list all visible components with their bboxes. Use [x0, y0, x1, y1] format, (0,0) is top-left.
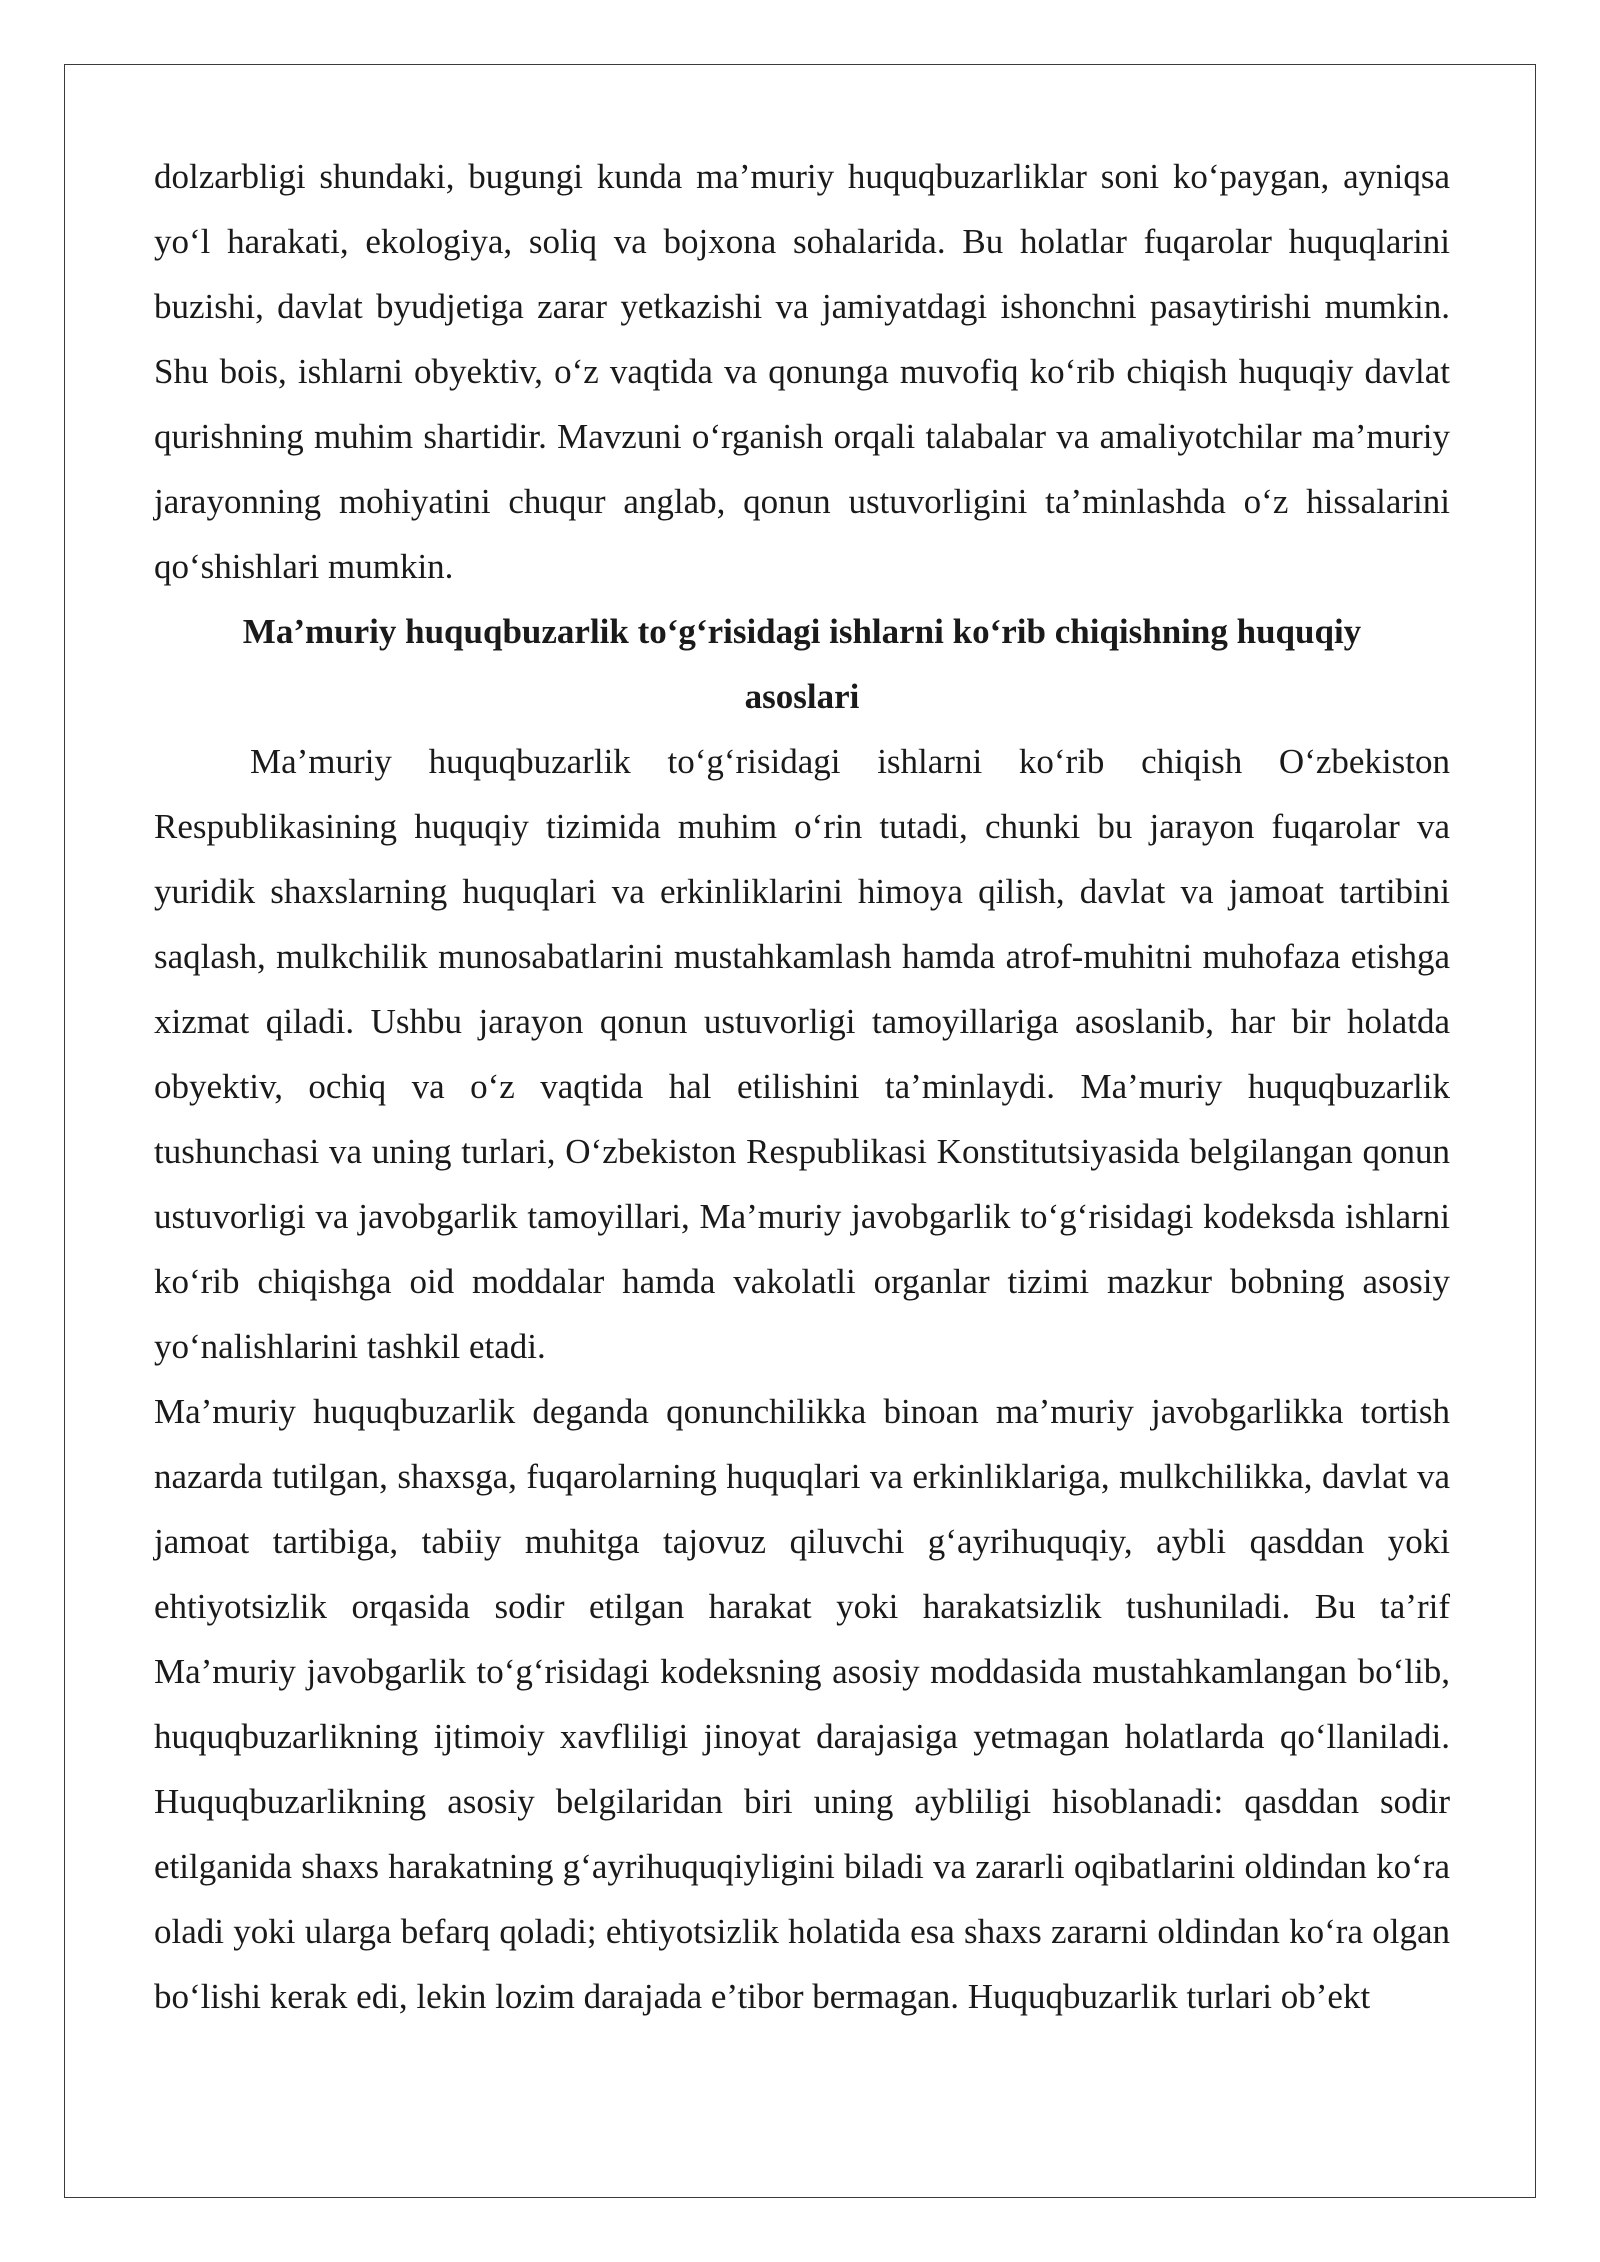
document-body	[154, 144, 1450, 2029]
paragraph-relevance: dolzarbligi shundaki, bugungi kunda ma’muriy huquqbuzarliklar soni ko‘paygan, ayniqsa yo‘l harakati, ekologiya, soliq va bojxona sohalarida. Bu holatlar fuqarolar huquqlarini buzishi, davlat byudjetiga zarar yetkazishi va jamiyatdagi ishonchni pasaytirishi mumkin. Shu bois, ishlarni obyektiv, o‘z vaqtida va qonunga muvofiq ko‘rib chiqish huquqiy davlat qurishning muhim shartidir. Mavzuni o‘rganish orqali talabalar va amaliyotchilar ma’muriy jarayonning mohiyatini chuqur anglab, qonun ustuvorligini ta’minlashda o‘z hissalarini qo‘shishlari mumkin.	[154, 157, 1450, 586]
section-heading: Ma’muriy huquqbuzarlik to‘g‘risidagi ishlarni ko‘rib chiqishning huquqiy asoslari	[242, 612, 1362, 716]
paragraph-definition: Ma’muriy huquqbuzarlik deganda qonunchilikka binoan ma’muriy javobgarlikka tortish nazarda tutilgan, shaxsga, fuqarolarning huquqlari va erkinliklariga, mulkchilikka, davlat va jamoat tartibiga, tabiiy muhitga tajovuz qiluvchi g‘ayrihuquqiy, aybli qasddan yoki ehtiyotsizlik orqasida sodir etilgan harakat yoki harakatsizlik tushuniladi. Bu ta’rif Ma’muriy javobgarlik to‘g‘risidagi kodeksning asosiy moddasida mustahkamlangan bo‘lib, huquqbuzarlikning ijtimoiy xavfliligi jinoyat darajasiga yetmagan holatlarda qo‘llaniladi. Huquqbuzarlikning asosiy belgilaridan biri uning aybliligi hisoblanadi: qasddan sodir etilganida shaxs harakatning g‘ayrihuquqiyligini biladi va zararli oqibatlarini oldindan ko‘ra oladi yoki ularga befarq qoladi; ehtiyotsizlik holatida esa shaxs zararni oldindan ko‘ra olgan bo‘lishi kerak edi, lekin lozim darajada e’tibor bermagan. Huquqbuzarlik turlari ob’ekt	[154, 1392, 1450, 2016]
paragraph-legal-basis: Ma’muriy huquqbuzarlik to‘g‘risidagi ishlarni ko‘rib chiqish O‘zbekiston Respublikasining huquqiy tizimida muhim o‘rin tutadi, chunki bu jarayon fuqarolar va yuridik shaxslarning huquqlari va erkinliklarini himoya qilish, davlat va jamoat tartibini saqlash, mulkchilik munosabatlarini mustahkamlash hamda atrof-muhitni muhofaza etishga xizmat qiladi. Ushbu jarayon qonun ustuvorligi tamoyillariga asoslanib, har bir holatda obyektiv, ochiq va o‘z vaqtida hal etilishini ta’minlaydi. Ma’muriy huquqbuzarlik tushunchasi va uning turlari, O‘zbekiston Respublikasi Konstitutsiyasida belgilangan qonun ustuvorligi va javobgarlik tamoyillari, Ma’muriy javobgarlik to‘g‘risidagi kodeksda ishlarni ko‘rib chiqishga oid moddalar hamda vakolatli organlar tizimi mazkur bobning asosiy yo‘nalishlarini tashkil etadi.	[154, 742, 1450, 1366]
